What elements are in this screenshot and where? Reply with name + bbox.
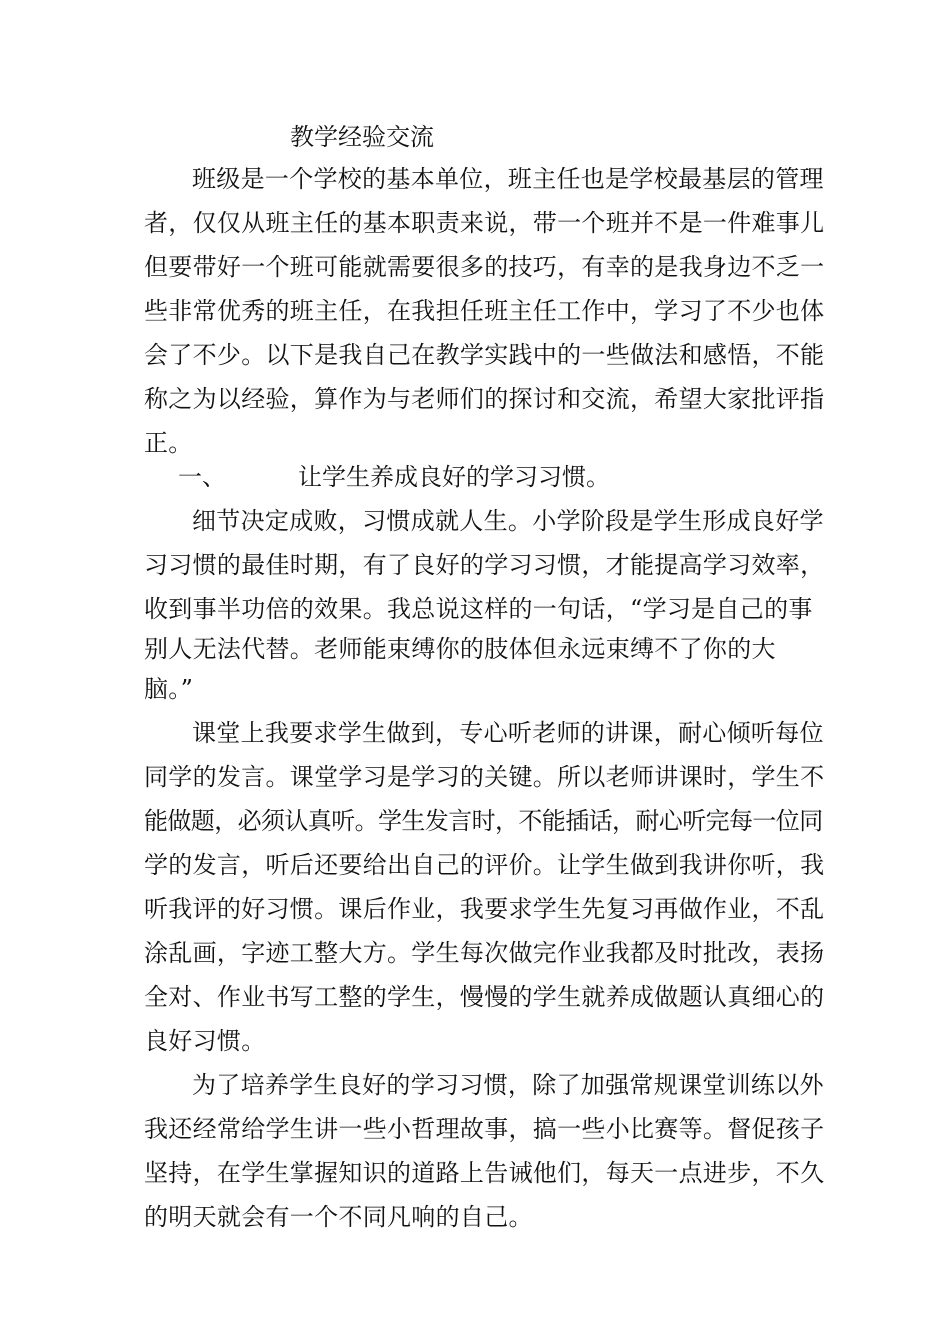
intro-line: 正。 [144,429,193,457]
intro-line: 些非常优秀的班主任，在我担任班主任工作中，学习了不少也体 [144,297,825,325]
paragraph-line: 为了培养学生良好的学习习惯，除了加强常规课堂训练以外 [192,1071,824,1099]
paragraph-line: 同学的发言。课堂学习是学习的关键。所以老师讲课时，学生不 [144,763,825,791]
paragraph-line: 别人无法代替。老师能束缚你的肢体但永远束缚不了你的大 [144,635,776,663]
intro-line: 班级是一个学校的基本单位，班主任也是学校最基层的管理 [192,165,824,193]
paragraph-line: 坚持，在学生掌握知识的道路上告诫他们，每天一点进步，不久 [144,1159,825,1187]
paragraph-line: 课堂上我要求学生做到，专心听老师的讲课，耐心倾听每位 [192,719,824,747]
section-number: 一、 [178,463,226,491]
paragraph-line: 细节决定成败，习惯成就人生。小学阶段是学生形成良好学 [192,507,824,535]
intro-line: 称之为以经验，算作为与老师们的探讨和交流，希望大家批评指 [144,385,825,413]
paragraph-line: 全对、作业书写工整的学生，慢慢的学生就养成做题认真细心的 [144,983,825,1011]
document-title: 教学经验交流 [290,123,434,151]
paragraph-line: 涂乱画，字迹工整大方。学生每次做完作业我都及时批改，表扬 [144,939,825,967]
paragraph-line: 习习惯的最佳时期，有了良好的学习习惯，才能提高学习效率， [144,551,825,579]
intro-line: 者，仅仅从班主任的基本职责来说，带一个班并不是一件难事儿 [144,209,825,237]
paragraph-line: 脑。” [144,675,194,703]
paragraph-line: 收到事半功倍的效果。我总说这样的一句话，“学习是自己的事 [144,595,813,623]
paragraph-line: 良好习惯。 [144,1027,266,1055]
paragraph-line: 听我评的好习惯。课后作业，我要求学生先复习再做作业，不乱 [144,895,825,923]
intro-line: 但要带好一个班可能就需要很多的技巧，有幸的是我身边不乏一 [144,253,825,281]
intro-line: 会了不少。以下是我自己在教学实践中的一些做法和感悟，不能 [144,341,825,369]
section-heading: 让学生养成良好的学习习惯。 [298,463,610,491]
paragraph-line: 学的发言，听后还要给出自己的评价。让学生做到我讲你听，我 [144,851,825,879]
paragraph-line: 能做题，必须认真听。学生发言时，不能插话，耐心听完每一位同 [144,807,823,835]
paragraph-line: 我还经常给学生讲一些小哲理故事，搞一些小比赛等。督促孩子 [144,1115,825,1143]
paragraph-line: 的明天就会有一个不同凡响的自己。 [144,1203,533,1231]
